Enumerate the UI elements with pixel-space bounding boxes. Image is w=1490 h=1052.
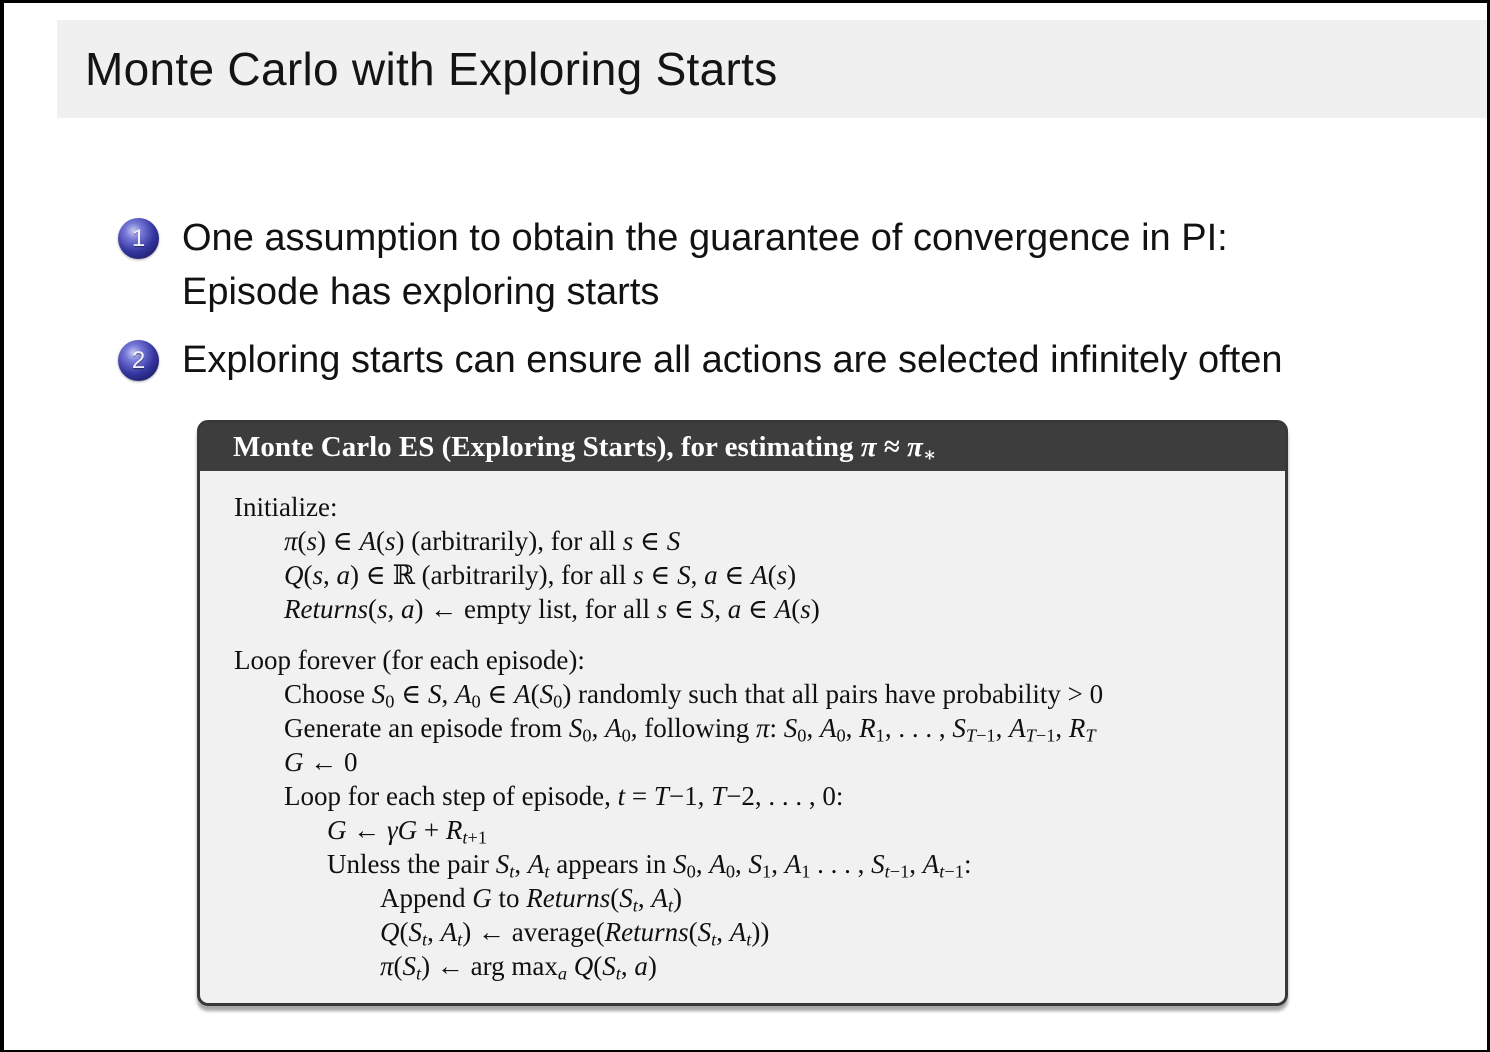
bullet-2-number: 2	[131, 346, 146, 374]
algorithm-line: Q(s, a) ∈ ℝ (arbitrarily), for all s ∈ S, a ∈ A(s)	[284, 560, 797, 590]
algorithm-line: Unless the pair $S_t$, $A_t$ appears in $S_0$, $A_0$, $S_1$, $A_1$ . . . , $S_{t-1}$, $A_{t-1}$:	[327, 849, 972, 882]
bullet-1-number-ball	[118, 218, 159, 259]
bullet-1-line-1: One assumption to obtain the guarantee of convergence in PI:	[182, 217, 1228, 259]
bullet-2-line-1: Exploring starts can ensure all actions are selected infinitely often	[182, 339, 1283, 381]
algorithm-box	[197, 420, 1288, 1006]
slide-title: Monte Carlo with Exploring Starts	[85, 43, 778, 95]
bullet-2-number-ball	[118, 340, 159, 381]
bullet-1-text	[182, 211, 1228, 319]
algorithm-header	[200, 423, 1285, 471]
algorithm-title: Monte Carlo ES (Exploring Starts), for estimating $\pi \approx \pi_∗$	[233, 430, 937, 466]
bullet-1-number: 1	[131, 224, 146, 252]
bullet-1-line-2: Episode has exploring starts	[182, 271, 660, 313]
algorithm-line: G ← $\gamma G + R_{t+1}$	[327, 815, 488, 848]
algorithm-line: Choose $S_0$ ∈ S, $A_0$ ∈ $A(S_0)$ randomly such that all pairs have probability > 0	[284, 679, 1104, 712]
algorithm-line: Loop forever (for each episode):	[234, 645, 585, 675]
algorithm-line: π(s) ∈ A(s) (arbitrarily), for all s ∈ S	[284, 526, 681, 556]
slide-title-bar	[57, 20, 1487, 118]
algorithm-line: Initialize:	[234, 492, 338, 522]
bullet-item-1	[118, 211, 1228, 319]
algorithm-line: Loop for each step of episode, t = T−1, T−2, . . . , 0:	[284, 781, 844, 811]
algorithm-line: Generate an episode from $S_0$, $A_0$, following π: $S_0$, $A_0$, $R_1$, . . . , $S_{T-1}$, $A_{T-1}$, $R_T$	[284, 713, 1096, 746]
algorithm-line: Returns(s, a) ← empty list, for all s ∈ S, a ∈ A(s)	[284, 594, 820, 624]
algorithm-line: Append G to $Returns(S_t$, $A_t$)	[380, 883, 682, 916]
algorithm-body	[200, 471, 1285, 983]
bullet-2-text	[182, 333, 1282, 387]
algorithm-line: $\pi(S_t)$ ← arg $\max_a Q(S_t$, a)	[380, 951, 657, 984]
algorithm-line: $Q(S_t$, $A_t$) ← $average(Returns(S_t$, $A_t$))	[380, 917, 770, 950]
algorithm-line: G ← 0	[284, 747, 358, 777]
bullet-item-2	[118, 333, 1282, 387]
